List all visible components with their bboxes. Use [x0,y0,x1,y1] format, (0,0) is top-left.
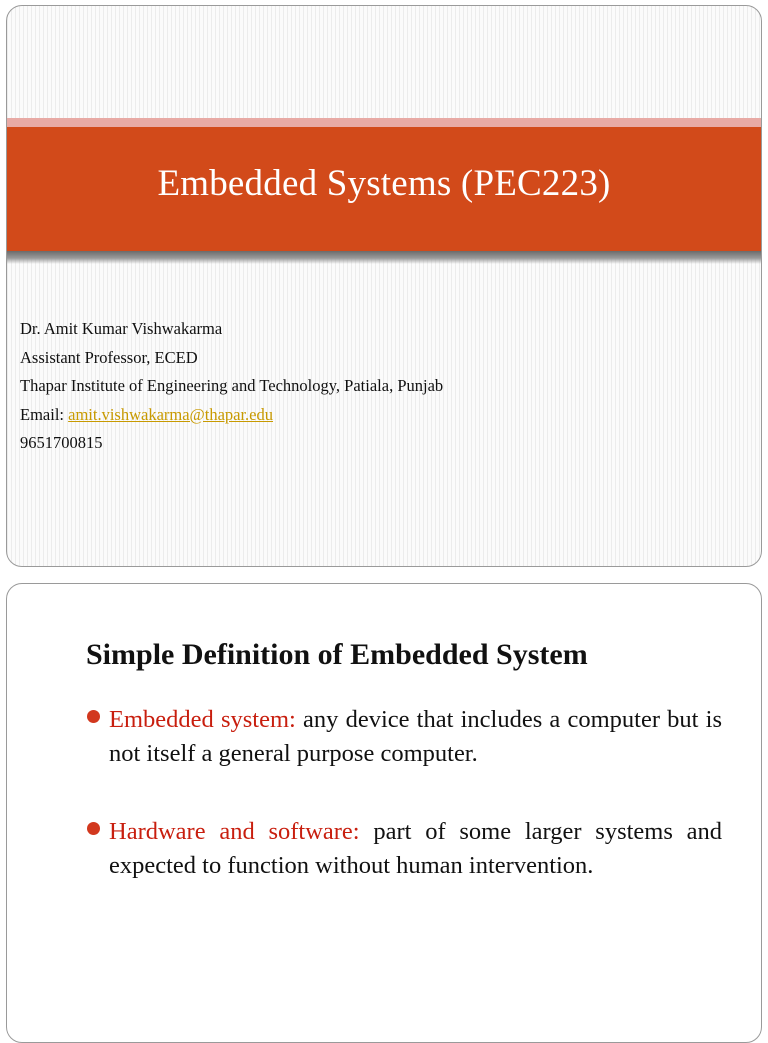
bullet-description: part of some larger systems and expected to function without human intervention. [109,818,722,879]
bullet-item [87,703,722,771]
title-slide [6,5,762,567]
email-label: Email: [20,404,69,424]
email-link[interactable]: amit.vishwakarma@thapar.edu [68,404,274,424]
bullet-description: any device that includes a computer but is not itself a general purpose computer. [109,706,723,767]
title-band [7,127,761,251]
slide-heading: Simple Definition of Embedded System [86,638,588,671]
bullet-term: Hardware and software: [109,818,360,845]
bullet-text [109,815,722,883]
bullet-item [87,815,722,883]
definition-slide [6,583,762,1043]
title-band-shadow [7,251,761,264]
author-email-line [20,401,443,430]
author-name: Dr. Amit Kumar Vishwakarma [20,319,223,338]
bullet-dot-icon [87,822,100,835]
author-position: Assistant Professor, ECED [20,347,198,367]
bullet-text [109,703,722,771]
author-institute: Thapar Institute of Engineering and Technology, Patiala, Punjab [20,376,444,395]
bullet-dot-icon [87,710,100,723]
slide-title: Embedded Systems (PEC223) [157,162,611,204]
title-top-accent-strip [7,118,761,127]
author-phone: 9651700815 [20,433,103,452]
author-info [20,315,443,458]
bullet-term: Embedded system: [109,706,296,733]
